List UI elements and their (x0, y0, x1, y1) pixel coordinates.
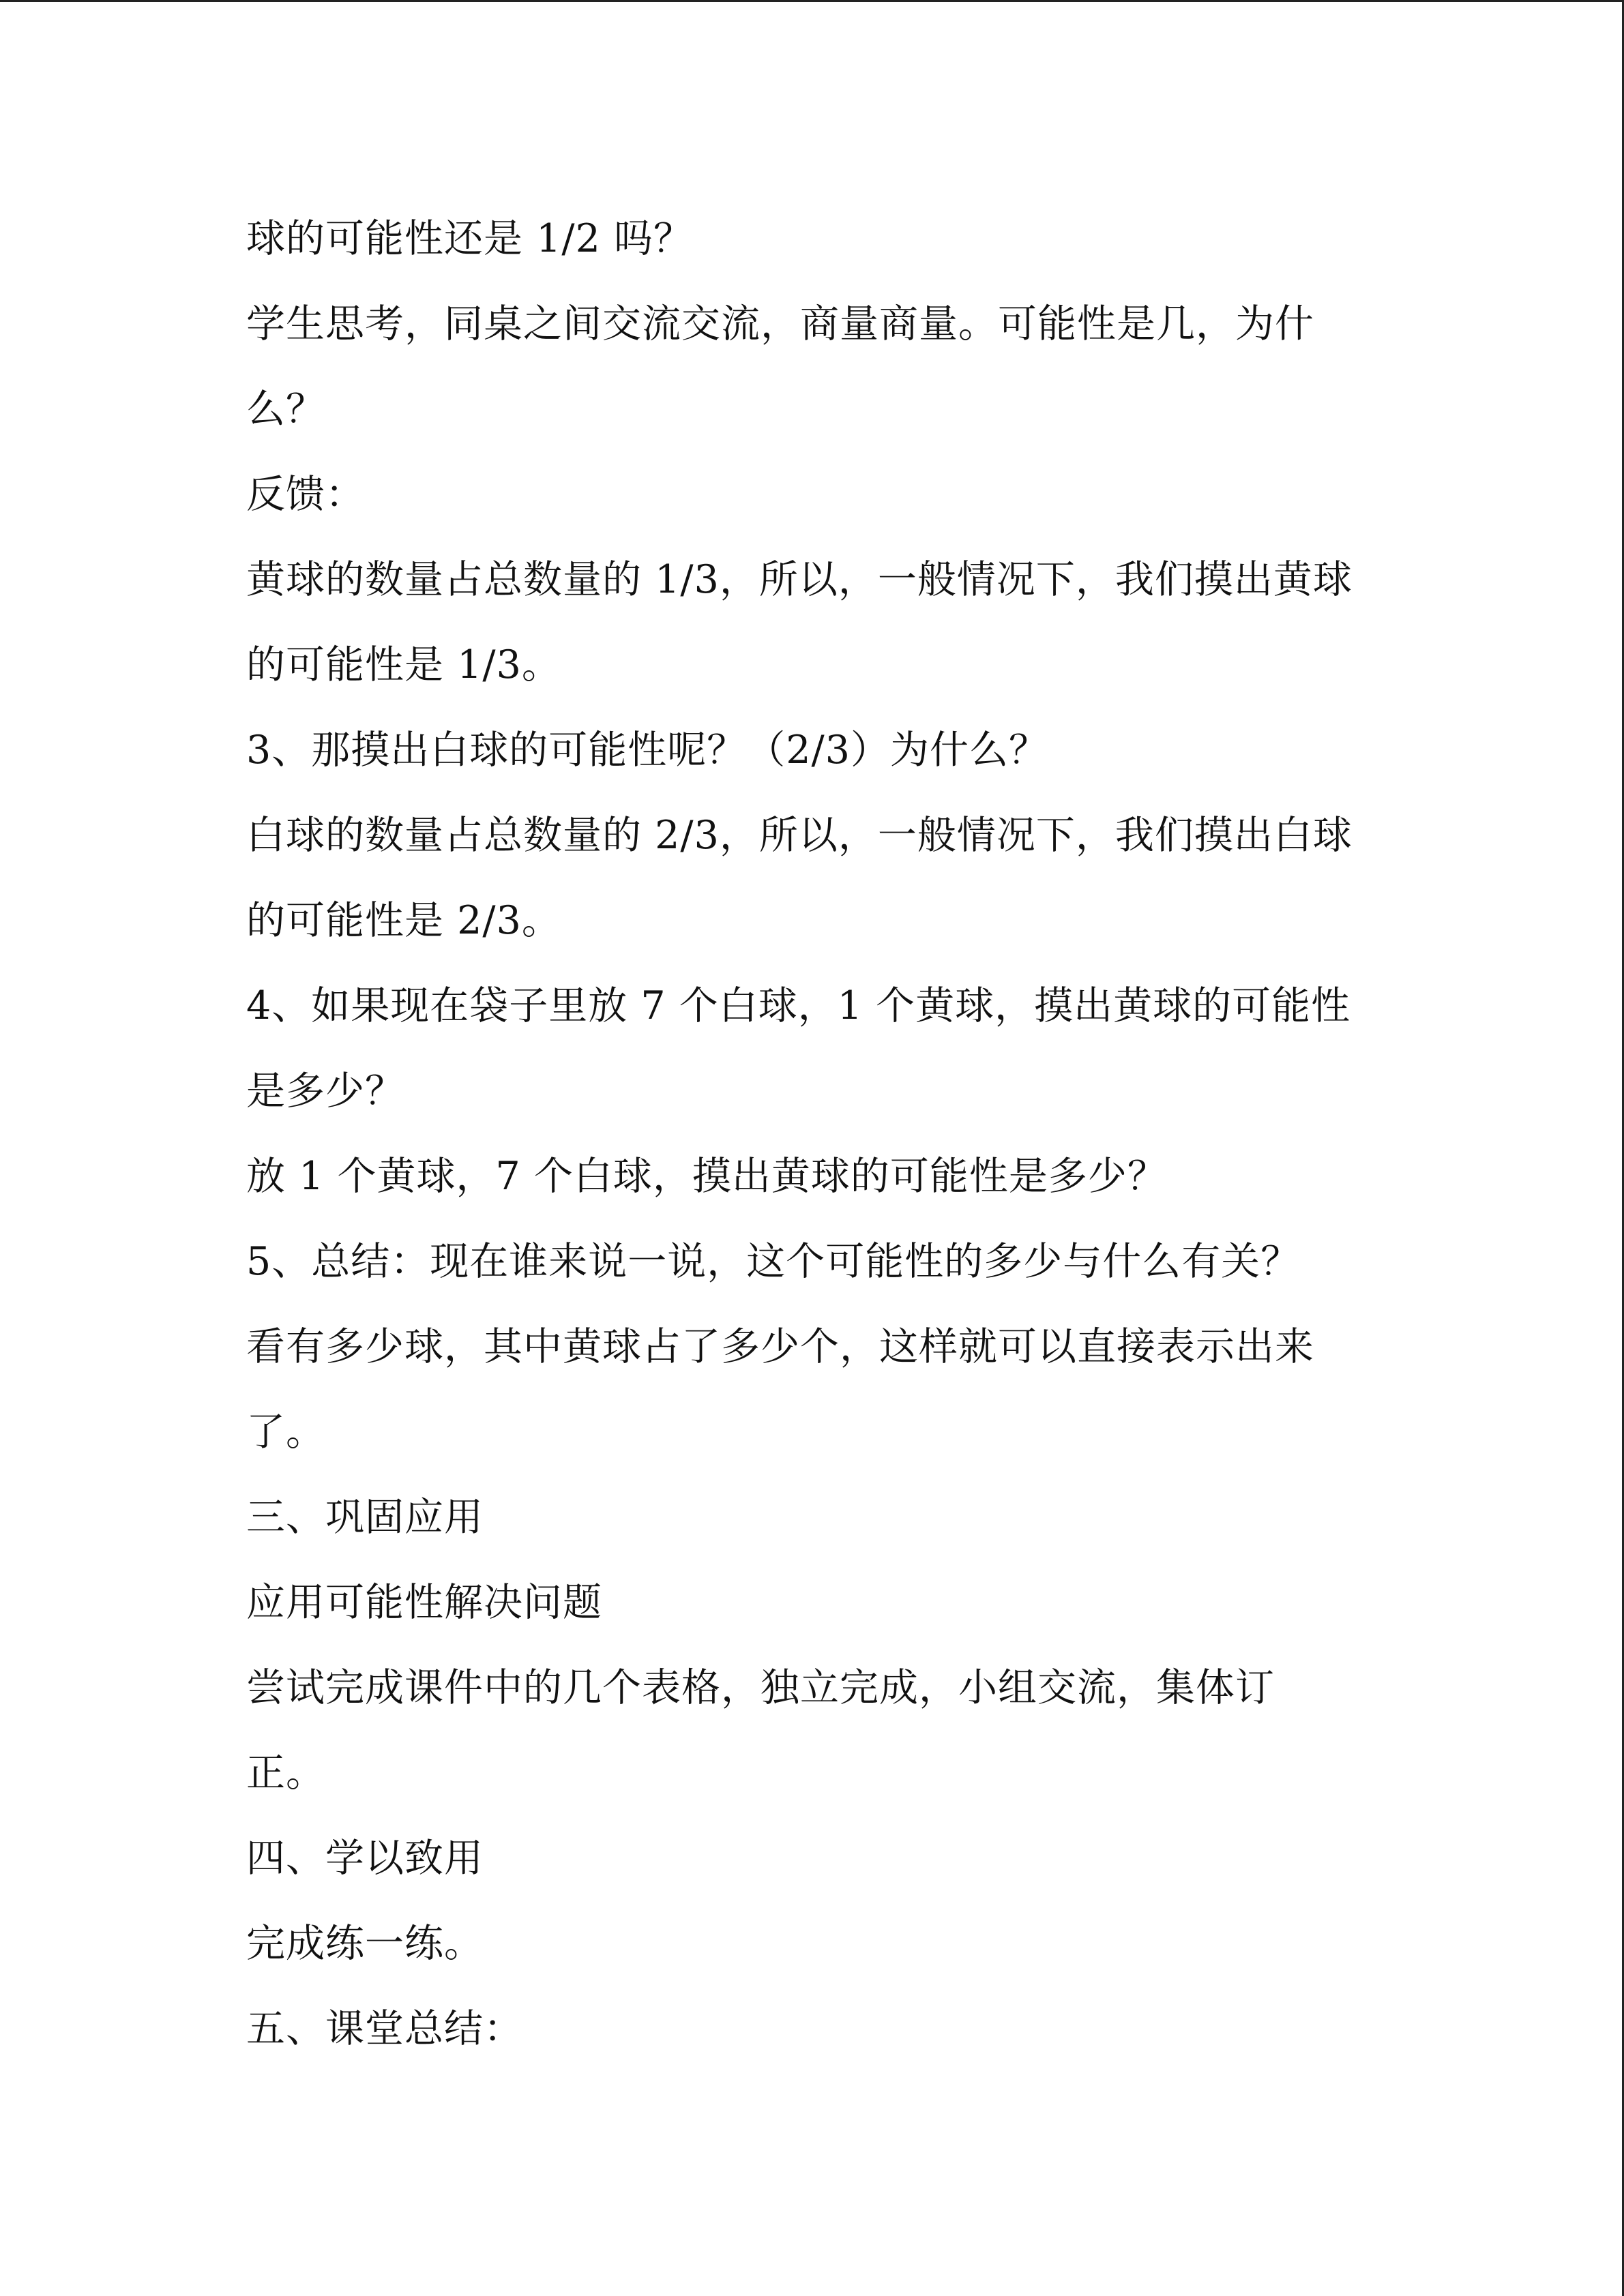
text-line: 学生思考，同桌之间交流交流，商量商量。可能性是几，为什 (246, 301, 1314, 346)
text-line: 正。 (246, 1750, 325, 1795)
page-top-border (0, 0, 1624, 2)
text-line: 的可能性是 2/3。 (246, 898, 561, 943)
text-line: 放 1 个黄球，7 个白球，摸出黄球的可能性是多少？ (246, 1154, 1167, 1199)
text-line: 完成练一练。 (246, 1921, 484, 1966)
section-heading: 三、巩固应用 (246, 1495, 484, 1540)
text-line: 3、那摸出白球的可能性呢？（2/3）为什么？ (246, 728, 1048, 773)
text-line: 的可能性是 1/3。 (246, 642, 561, 687)
text-line: 反馈： (246, 472, 365, 517)
text-line: 4、如果现在袋子里放 7 个白球，1 个黄球，摸出黄球的可能性 (246, 983, 1351, 1028)
section-heading: 五、课堂总结： (246, 2006, 523, 2051)
text-line: 黄球的数量占总数量的 1/3，所以，一般情况下，我们摸出黄球 (246, 557, 1353, 602)
text-line: 了。 (246, 1410, 325, 1455)
text-line: 看有多少球，其中黄球占了多少个，这样就可以直接表示出来 (246, 1324, 1314, 1369)
section-heading: 四、学以致用 (246, 1836, 484, 1881)
text-line: 尝试完成课件中的几个表格，独立完成，小组交流，集体订 (246, 1665, 1275, 1710)
text-line: 么？ (246, 387, 325, 432)
text-line: 球的可能性还是 1/2 吗？ (246, 216, 693, 261)
text-line: 5、总结：现在谁来说一说，这个可能性的多少与什么有关？ (246, 1239, 1301, 1284)
text-line: 应用可能性解决问题 (246, 1580, 602, 1625)
document-body (246, 196, 1392, 2072)
text-line: 白球的数量占总数量的 2/3，所以，一般情况下，我们摸出白球 (246, 813, 1353, 858)
text-line: 是多少？ (246, 1069, 404, 1114)
